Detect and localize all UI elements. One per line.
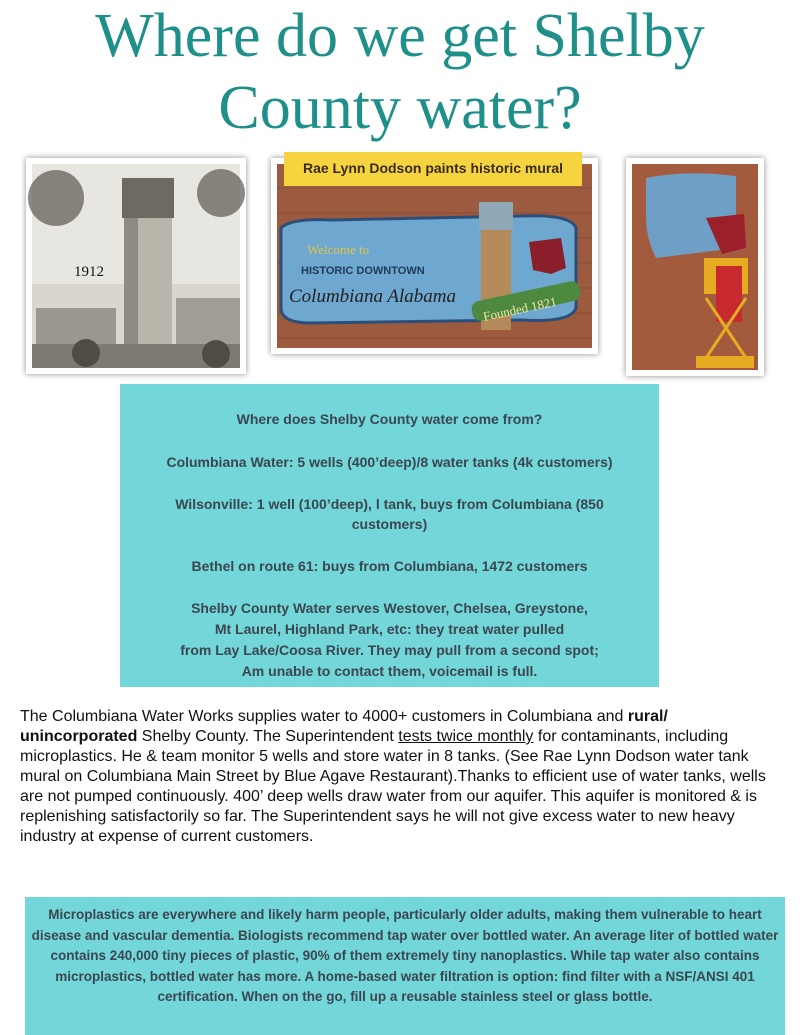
shelby-info-line1: Shelby County Water serves Westover, Chelsea, Greystone, (191, 600, 588, 616)
shelby-info-line3: from Lay Lake/Coosa River. They may pull from a second spot; (180, 642, 599, 658)
water-sources-box (120, 384, 659, 687)
paragraph-part-3: for contaminants, including microplastics. He & team monitor 5 wells and store water in 8 tanks. (See Rae Lynn Dodson water tank mural on Columbiana Main Street by Blue Agave Restaurant).Thanks to efficient use of water tanks, wells are not pumped continuously. 400’ deep wells draw water from our aquifer. This aquifer is monitored & is replenishing satisfactorily so far. The Superintendent says he will not give excess water to new heavy industry at expense of current customers. (20, 728, 766, 845)
mural-historic-text: HISTORIC DOWNTOWN (301, 265, 425, 277)
mural-town-text: Columbiana Alabama (289, 286, 456, 307)
mural-founded-text: Founded 1821 (481, 293, 559, 325)
mural-photo (271, 158, 598, 354)
wilsonville-info-line2: customers) (351, 516, 428, 532)
water-sources-question: Where does Shelby County water come from? (236, 411, 543, 427)
bethel-info: Bethel on route 61: buys from Columbiana, 1472 customers (191, 558, 588, 574)
historic-water-tower-photo (26, 158, 246, 374)
wilsonville-info-line1: Wilsonville: 1 well (100’deep), l tank, buys from Columbiana (850 (175, 496, 604, 512)
shelby-info-line2: Mt Laurel, Highland Park, etc: they treat water pulled (214, 621, 565, 637)
mural-caption: Rae Lynn Dodson paints historic mural (284, 152, 582, 186)
photo-year-label: 1912 (74, 264, 104, 280)
page-title (0, 0, 800, 144)
paragraph-part-2: Shelby County. The Superintendent (137, 728, 399, 745)
title-line-2: County water? (218, 74, 582, 142)
mural-welcome-text: Welcome to (307, 242, 370, 257)
shelby-info-line4: Am unable to contact them, voicemail is full. (241, 663, 538, 679)
paragraph-bold-rural: rural/ unincorporated (20, 708, 668, 745)
water-works-paragraph (20, 707, 780, 847)
paragraph-part-1: The Columbiana Water Works supplies water to 4000+ customers in Columbiana and (20, 708, 628, 725)
columbiana-water-info: Columbiana Water: 5 wells (400’deep)/8 water tanks (4k customers) (166, 454, 613, 470)
microplastics-box (25, 897, 785, 1035)
paragraph-underline-tests: tests twice monthly (398, 728, 534, 745)
title-line-1: Where do we get Shelby (95, 2, 705, 70)
mural-painting-photo (626, 158, 764, 376)
microplastics-text: Microplastics are everywhere and likely harm people, particularly older adults, making them vulnerable to heart disease and vascular dementia. Biologists recommend tap water over bottled water. An average liter of bottled water contains 240,000 tiny pieces of plastic, 90% of them extremely tiny nanoplastics. While tap water also contains microplastics, bottled water has more. A home-based water filtration is option: find filter with a NSF/ANSI 401 certification. When on the go, fill up a reusable stainless steel or glass bottle. (31, 907, 779, 1005)
